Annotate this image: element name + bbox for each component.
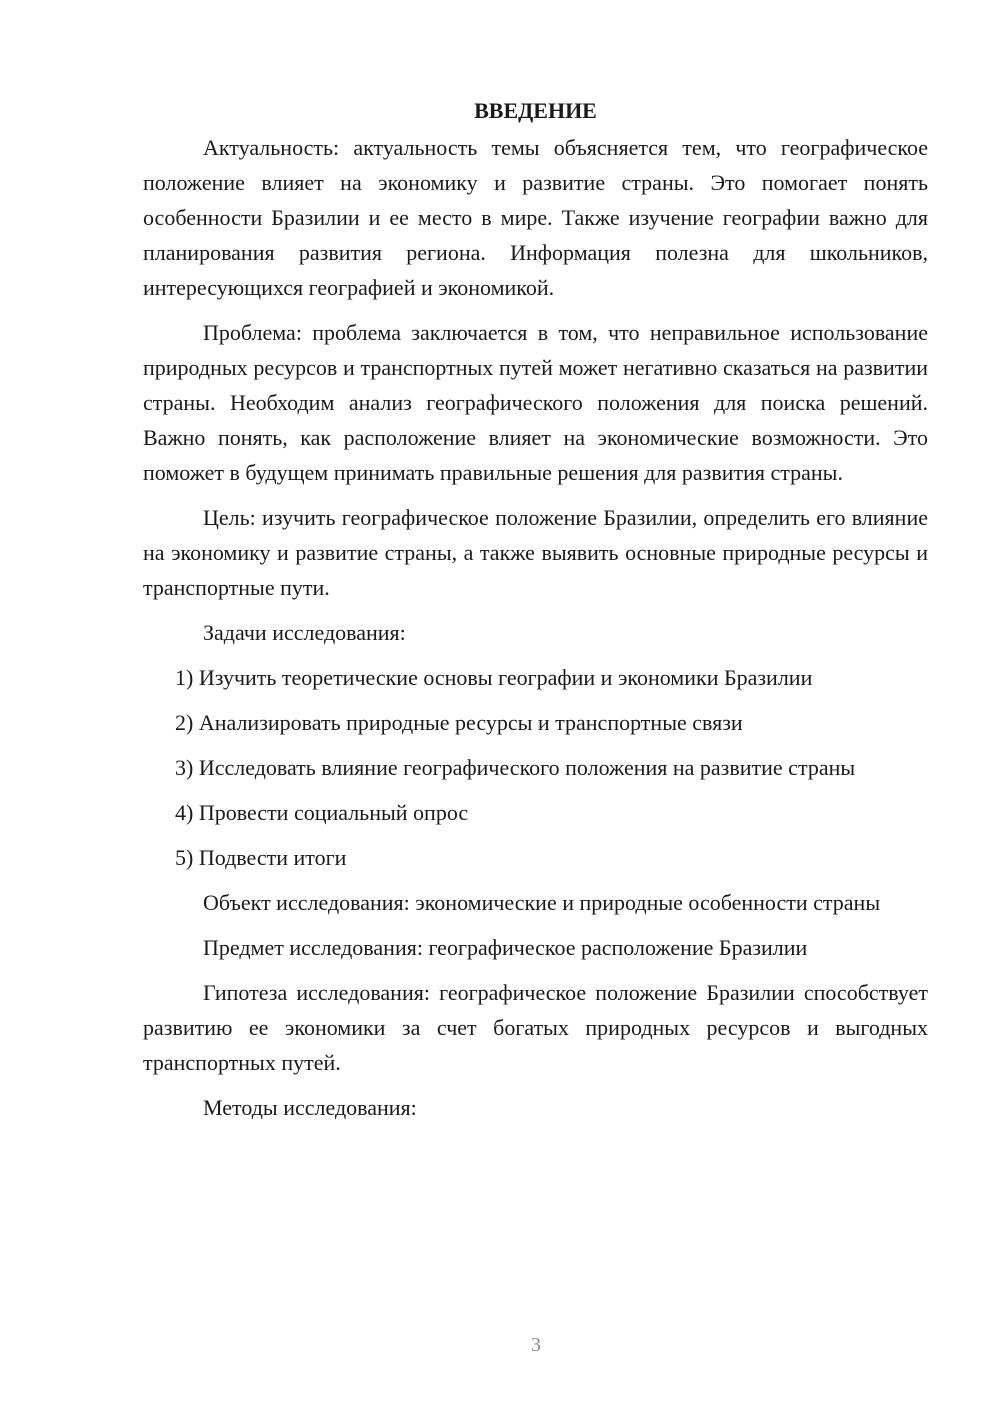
- task-item: 4) Провести социальный опрос: [175, 800, 469, 825]
- tasks-list: [143, 660, 928, 875]
- subject-paragraph: Предмет исследования: географическое расположение Бразилии: [203, 935, 808, 960]
- problem-paragraph: Проблема: проблема заключается в том, что неправильное использование природных ресурсов и транспортных путей может негативно сказаться на развитии страны. Необходим анализ географического положения для поиска решений. Важно понять, как расположение влияет на экономические возможности. Это поможет в будущем принимать правильные решения для развития страны.: [143, 320, 928, 485]
- object-paragraph: Объект исследования: экономические и природные особенности страны: [203, 890, 881, 915]
- tasks-heading: Задачи исследования:: [203, 620, 406, 645]
- task-item: 1) Изучить теоретические основы географии и экономики Бразилии: [175, 665, 813, 690]
- methods-heading: Методы исследования:: [203, 1095, 417, 1120]
- task-item: 3) Исследовать влияние географического положения на развитие страны: [175, 755, 856, 780]
- hypothesis-paragraph: Гипотеза исследования: географическое положение Бразилии способствует развитию ее экономики за счет богатых природных ресурсов и выгодных транспортных путей.: [143, 980, 928, 1075]
- section-heading: ВВЕДЕНИЕ: [474, 98, 597, 123]
- task-item: 2) Анализировать природные ресурсы и транспортные связи: [175, 710, 743, 735]
- page-number: 3: [531, 1334, 541, 1356]
- relevance-paragraph: Актуальность: актуальность темы объясняется тем, что географическое положение влияет на экономику и развитие страны. Это помогает понять особенности Бразилии и ее место в мире. Также изучение географии важно для планирования развития региона. Информация полезна для школьников, интересующихся географией и экономикой.: [143, 135, 928, 300]
- document-page: [143, 96, 928, 1125]
- goal-paragraph: Цель: изучить географическое положение Бразилии, определить его влияние на экономику и развитие страны, а также выявить основные природные ресурсы и транспортные пути.: [143, 505, 928, 600]
- task-item: 5) Подвести итоги: [175, 845, 347, 870]
